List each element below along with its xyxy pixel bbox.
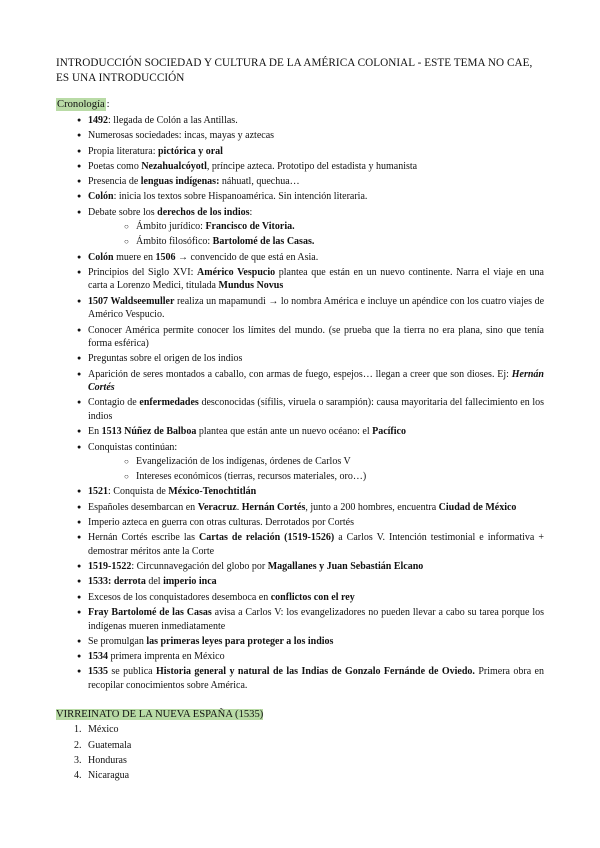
text-run: . — [236, 501, 242, 513]
text-run: Francisco de Vitoria. — [205, 221, 295, 233]
text-run: Aparición de seres montados a caballo, con armas de fuego, espejos… llegan a creer que son dioses. Ej: — [88, 368, 512, 380]
country-label: Nicaragua — [88, 769, 130, 781]
text-run: Debate sobre los — [88, 206, 158, 218]
sub-list-item — [104, 220, 544, 234]
list-number: 4. — [74, 769, 82, 781]
text-run: Ciudad de México — [438, 501, 517, 513]
cronologia-item — [56, 425, 544, 439]
text-run: 1507 — [88, 295, 108, 307]
text-run: → convencido de que está en Asia. — [175, 251, 319, 263]
text-run: Bartolomé de las Casas. — [212, 236, 315, 248]
cronologia-item — [56, 665, 544, 692]
cronologia-item — [56, 591, 544, 605]
text-run: Hernán Cortés escribe las — [88, 532, 200, 544]
text-run: 1533: derrota — [88, 576, 146, 588]
list-number: 3. — [74, 754, 82, 766]
cronologia-item — [56, 368, 544, 395]
text-run: Cartas de relación (1519-1526) — [199, 532, 335, 544]
country-label: Honduras — [88, 754, 127, 766]
text-run: En — [88, 426, 102, 438]
cronologia-colon: : — [106, 99, 110, 110]
sub-list-item — [104, 235, 544, 249]
sub-list — [88, 220, 544, 249]
text-run: Waldseemuller — [110, 295, 175, 307]
text-run: Conocer América permite conocer los límites del mundo. (se prueba que la tierra no era plana, sino que tenía forma esférica) — [88, 324, 544, 350]
cronologia-item — [56, 501, 544, 515]
country-label: Guatemala — [88, 739, 132, 751]
text-run: Veracruz — [197, 501, 237, 513]
text-run: muere en — [113, 251, 156, 263]
list-number: 1. — [74, 724, 82, 736]
text-run: Intereses económicos (tierras, recursos materiales, oro…) — [136, 471, 367, 483]
text-run: Se promulgan — [88, 635, 147, 647]
cronologia-item — [56, 295, 544, 322]
virreinato-list — [56, 723, 544, 782]
text-run: Españoles desembarcan en — [88, 501, 198, 513]
text-run: 1513 Núñez de Balboa — [101, 426, 197, 438]
cronologia-item — [56, 145, 544, 159]
text-run: , príncipe azteca. Prototipo del estadista y humanista — [206, 160, 418, 172]
text-run: plantea que están ante un nuevo océano: el — [196, 426, 373, 438]
text-run: Ámbito jurídico: — [136, 221, 206, 233]
cronologia-heading — [56, 94, 544, 112]
cronologia-list — [56, 114, 544, 692]
text-run: a Carlos V. Intención testimonial e informativa + demostrar méritos ante la Corte — [88, 532, 545, 557]
cronologia-item — [56, 516, 544, 530]
country-item — [56, 769, 544, 783]
text-run: : Circunnavegación del globo por — [131, 561, 268, 573]
text-run: primera imprenta en México — [108, 651, 225, 663]
country-item — [56, 723, 544, 737]
text-run: : llegada de Colón a las Antillas. — [108, 115, 238, 126]
cronologia-item — [56, 650, 544, 664]
text-run: Magallanes y Juan Sebastián Elcano — [267, 561, 424, 573]
text-run: Principios del Siglo XVI: — [88, 266, 198, 278]
cronologia-item — [56, 560, 544, 574]
text-run: Preguntas sobre el origen de los indios — [88, 353, 243, 365]
text-run: Presencia de — [88, 176, 141, 188]
text-run: se publica — [108, 666, 156, 678]
text-run: 1506 — [155, 251, 176, 263]
cronologia-item — [56, 190, 544, 204]
text-run: Hernán Cortés — [88, 368, 544, 394]
text-run: Américo Vespucio — [197, 266, 276, 278]
text-run: Mundus Novus — [218, 280, 284, 292]
country-label: México — [88, 724, 119, 736]
text-run: 1535 — [88, 666, 108, 678]
text-run: Ámbito filosófico: — [136, 236, 213, 248]
sub-list — [88, 455, 544, 484]
text-run: conflictos con el rey — [270, 591, 355, 603]
text-run: Pacífico — [372, 426, 406, 438]
cronologia-item — [56, 114, 544, 128]
cronologia-item — [56, 324, 544, 351]
text-run: enfermedades — [139, 397, 199, 409]
text-run: plantea que están en un nuevo continente. Narra el viaje en una carta a Lorenzo Medici, titulada — [88, 266, 544, 292]
text-run: las primeras leyes para proteger a los indios — [146, 635, 334, 647]
cronologia-item — [56, 129, 544, 143]
text-run: Numerosas sociedades: incas, mayas y aztecas — [88, 130, 275, 142]
text-run: derechos de los indios — [157, 206, 250, 218]
text-run: Primera obra en recopilar conocimientos sobre América. — [88, 666, 544, 691]
text-run: Conquistas continúan: — [88, 441, 178, 453]
country-item — [56, 754, 544, 768]
cronologia-item — [56, 606, 544, 633]
cronologia-item — [56, 441, 544, 484]
text-run: , junto a 200 hombres, encuentra — [305, 501, 439, 513]
virreinato-label: VIRREINATO DE LA NUEVA ESPAÑA (1535) — [56, 709, 264, 721]
cronologia-item — [56, 206, 544, 249]
cronologia-item — [56, 575, 544, 589]
text-run: Excesos de los conquistadores desemboca en — [88, 591, 271, 603]
cronologia-item — [56, 352, 544, 366]
cronologia-item — [56, 635, 544, 649]
page-title: INTRODUCCIÓN SOCIEDAD Y CULTURA DE LA AMÉRICA COLONIAL - ESTE TEMA NO CAE, ES UNA INTRODUCCIÓN — [56, 57, 533, 84]
text-run: : inicia los textos sobre Hispanoamérica. Sin intención literaria. — [113, 191, 368, 203]
text-run: 1492 — [88, 115, 108, 126]
text-run: : Conquista de — [108, 486, 169, 498]
text-run: realiza un mapamundi → lo nombra América e incluye un apéndice con los cuatro viajes de Américo Vespucio. — [88, 295, 545, 321]
sub-list-item — [104, 470, 544, 484]
text-run: pictórica y oral — [157, 145, 223, 157]
text-run: : — [249, 206, 253, 218]
text-run: del — [145, 576, 164, 588]
cronologia-item — [56, 485, 544, 499]
virreinato-heading — [56, 708, 544, 721]
text-run: Nezahualcóyotl — [141, 160, 207, 172]
cronologia-item — [56, 160, 544, 174]
text-run: México-Tenochtitlán — [168, 486, 257, 498]
text-run: Contagio de — [88, 397, 140, 409]
text-run: Poetas como — [88, 160, 142, 172]
text-run: desconocidas (sífilis, viruela o sarampión): causa mayoritaria del fallecimiento en los indios — [88, 397, 545, 422]
text-run: avisa a Carlos V: los evangelizadores no pueden llevar a cabo su tarea porque los indígenas mueren inmediatamente — [88, 607, 544, 632]
text-run: Colón — [88, 251, 114, 263]
text-run: Fray Bartolomé de las Casas — [88, 607, 212, 619]
text-run: 1521 — [88, 486, 108, 498]
text-run: imperio inca — [163, 576, 217, 588]
text-run: Hernán Cortés — [241, 501, 306, 513]
list-number: 2. — [74, 739, 82, 751]
cronologia-item — [56, 266, 544, 293]
text-run: lenguas indígenas: — [140, 176, 220, 188]
text-run: náhuatl, quechua… — [219, 176, 300, 188]
cronologia-label: Cronología — [57, 99, 105, 110]
cronologia-item — [56, 251, 544, 265]
text-run: 1519-1522 — [88, 561, 132, 573]
cronologia-item — [56, 175, 544, 189]
text-run: Imperio azteca en guerra con otras culturas. Derrotados por Cortés — [88, 517, 355, 529]
country-item — [56, 739, 544, 753]
cronologia-item — [56, 531, 544, 558]
sub-list-item — [104, 455, 544, 469]
text-run: Propia literatura: — [88, 145, 158, 157]
text-run: 1534 — [88, 651, 108, 663]
cronologia-item — [56, 396, 544, 423]
text-run: Historia general y natural de las Indias de Gonzalo Fernánde de Oviedo. — [156, 666, 475, 678]
text-run: Evangelización de los indígenas, órdenes de Carlos V — [136, 456, 351, 468]
text-run: Colón — [88, 191, 114, 203]
